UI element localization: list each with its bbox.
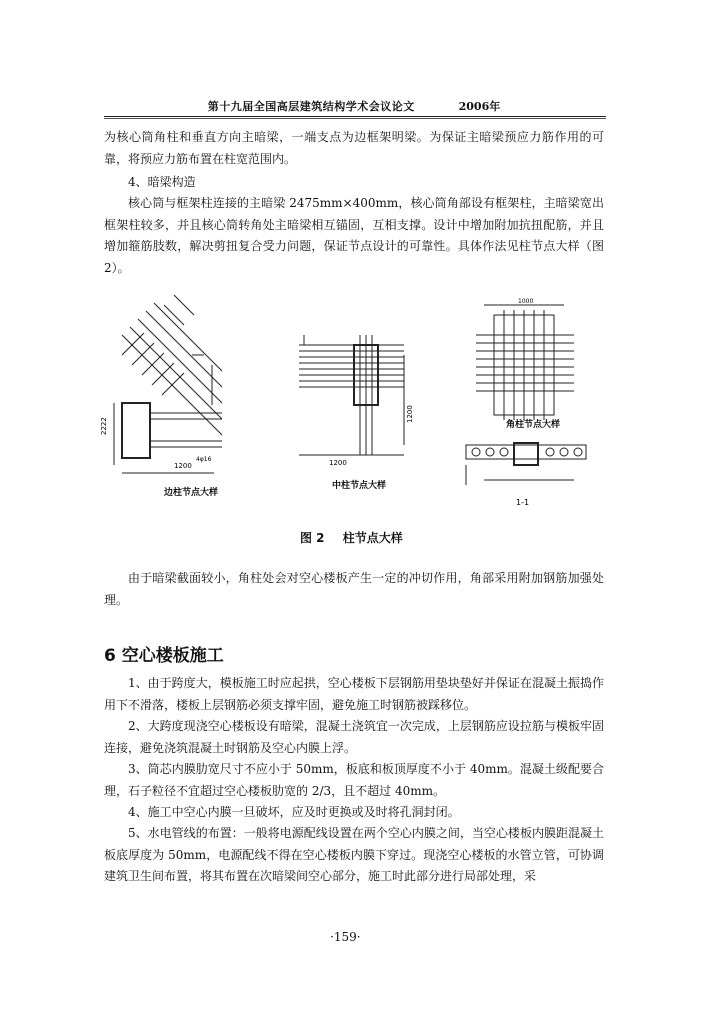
list-item-5: 5、水电管线的布置：一般将电源配线设置在两个空心内膜之间，当空心楼板内膜距混凝土板底厚度为 50mm，电源配线不得在空心楼板内膜下穿过。现浇空心楼板的水管立管，可协调建筑卫生间布置，将其布置在次暗梁间空心部分，施工时此部分进行局部处理，采 (104, 826, 604, 883)
paragraph-1: 为核心筒角柱和垂直方向主暗梁，一端支点为边框架明梁。为保证主暗梁预应力筋作用的可靠，将预应力筋布置在柱宽范围内。 (104, 130, 604, 166)
caption-text: 柱节点大样 (342, 531, 403, 545)
dim-1200-edge: 1200 (174, 462, 192, 470)
label-corner-column: 角柱节点大样 (506, 420, 561, 430)
page-number: ·159· (330, 930, 361, 944)
dim-2222: 2222 (100, 417, 108, 435)
paragraph-2: 核心筒与框架柱连接的主暗梁 2475mm×400mm，核心筒角部设有框架柱，主暗梁宽出框架柱较多，并且核心筒转角处主暗梁相互锚固，互相支撑。设计中增加附加抗扭配筋，并且增加箍筋肢数，解决剪扭复合受力问题，保证节点设计的可靠性。具体作法见柱节点大样（图2）。 (104, 196, 604, 275)
list-item-2: 2、大跨度现浇空心楼板设有暗梁，混凝土浇筑宜一次完成，上层钢筋应设拉筋与模板牢固连接，避免浇筑混凝土时钢筋及空心内膜上浮。 (104, 719, 604, 755)
paragraph-3: 由于暗梁截面较小，角柱处会对空心楼板产生一定的冲切作用，角部采用附加钢筋加强处理。 (104, 571, 604, 607)
dim-1200-mid-v: 1200 (406, 405, 414, 423)
running-header (104, 98, 604, 116)
list-item-4: 4、施工中空心内膜一旦破坏，应及时更换或及时将孔洞封闭。 (128, 805, 460, 819)
list-item-1: 1、由于跨度大，模板施工时应起拱，空心楼板下层钢筋用垫块垫好并保证在混凝土振捣作用下不滑落，楼板上层钢筋必须支撑牢固，避免施工时钢筋被踩移位。 (104, 676, 604, 712)
corner-column-drawing (466, 305, 586, 485)
header-rule-thin (104, 118, 606, 119)
header-rule (104, 116, 606, 117)
dim-1000: 1000 (518, 298, 534, 305)
edge-column-drawing (114, 295, 222, 473)
figure-caption (300, 529, 403, 546)
caption-number: 图 2 (300, 531, 325, 545)
section-heading-6: 6 空心楼板施工 (104, 646, 224, 666)
subheading-4: 4、暗梁构造 (128, 175, 196, 189)
dim-1200-mid: 1200 (329, 459, 347, 467)
header-title: 第十九届全国高层建筑结构学术会议论文 (207, 100, 415, 113)
label-middle-column: 中柱节点大样 (332, 481, 387, 491)
label-section-1-1: 1-1 (516, 498, 530, 507)
list-item-3: 3、筒芯内膜肋宽尺寸不应小于 50mm，板底和板顶厚度不小于 40mm。混凝土级配要合理，石子粒径不宜超过空心楼板肋宽的 2/3，且不超过 40mm。 (104, 762, 604, 798)
column-joint-drawings (100, 295, 604, 515)
middle-column-drawing (299, 335, 404, 455)
dim-4phi16: 4φ16 (196, 456, 212, 463)
figure-2 (100, 295, 604, 515)
label-edge-column: 边柱节点大样 (164, 488, 219, 498)
header-year: 2006年 (458, 100, 501, 113)
